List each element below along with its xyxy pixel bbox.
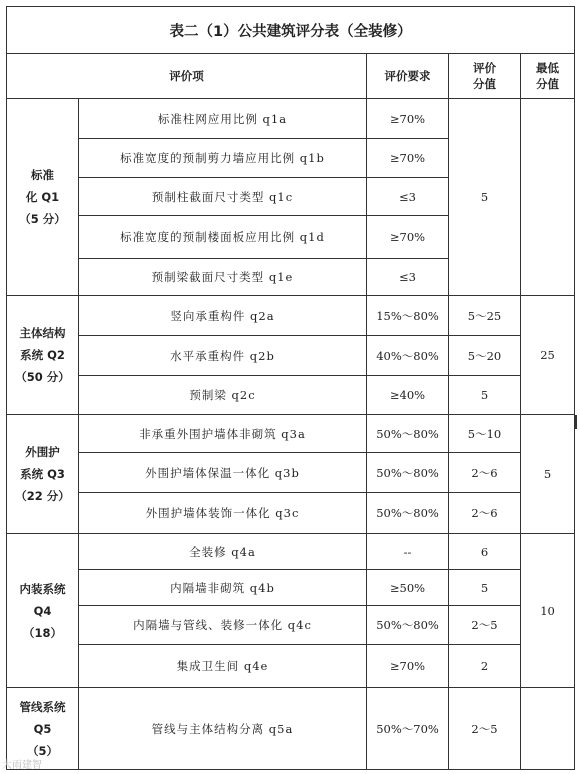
- item-q5a: 管线与主体结构分离 q5a: [79, 688, 367, 770]
- min-q1: [521, 99, 575, 296]
- text-cursor-mark: [575, 415, 577, 429]
- header-requirement: 评价要求: [367, 54, 449, 99]
- item-q2c: 预制梁 q2c: [79, 376, 367, 415]
- min-q3: 5: [521, 415, 575, 534]
- item-q4a: 全装修 q4a: [79, 534, 367, 570]
- item-q2a: 竖向承重构件 q2a: [79, 296, 367, 336]
- req-q3c: 50%～80%: [367, 493, 449, 534]
- score-q4b: 5: [449, 570, 521, 606]
- table-row: [7, 493, 575, 534]
- req-q1c: ≤3: [367, 178, 449, 216]
- table-row: [7, 570, 575, 606]
- table-row: [7, 606, 575, 645]
- score-q2c: 5: [449, 376, 521, 415]
- score-q2a: 5～25: [449, 296, 521, 336]
- item-q1b: 标准宽度的预制剪力墙应用比例 q1b: [79, 139, 367, 178]
- min-q4: 10: [521, 534, 575, 688]
- category-q3: 外围护 系统 Q3 （22 分）: [7, 415, 79, 534]
- score-q4e: 2: [449, 645, 521, 688]
- score-q3c: 2～6: [449, 493, 521, 534]
- score-q5a: 2～5: [449, 688, 521, 770]
- table-row: [7, 645, 575, 688]
- score-q3a: 5～10: [449, 415, 521, 453]
- req-q4c: 50%～80%: [367, 606, 449, 645]
- category-q2: 主体结构 系统 Q2 （50 分）: [7, 296, 79, 415]
- req-q4a: --: [367, 534, 449, 570]
- header-score: 评价 分值: [449, 54, 521, 99]
- score-q4c: 2～5: [449, 606, 521, 645]
- score-q4a: 6: [449, 534, 521, 570]
- table-row: [7, 336, 575, 376]
- item-q2b: 水平承重构件 q2b: [79, 336, 367, 376]
- req-q2c: ≥40%: [367, 376, 449, 415]
- req-q2b: 40%～80%: [367, 336, 449, 376]
- req-q1d: ≥70%: [367, 216, 449, 259]
- score-q3b: 2～6: [449, 453, 521, 493]
- req-q5a: 50%～70%: [367, 688, 449, 770]
- table-row: [7, 296, 575, 336]
- item-q1c: 预制柱截面尺寸类型 q1c: [79, 178, 367, 216]
- table-row: [7, 534, 575, 570]
- min-q5: [521, 688, 575, 770]
- req-q1e: ≤3: [367, 259, 449, 296]
- req-q1a: ≥70%: [367, 99, 449, 139]
- req-q3b: 50%～80%: [367, 453, 449, 493]
- item-q1e: 预制梁截面尺寸类型 q1e: [79, 259, 367, 296]
- category-q4: 内装系统 Q4 （18）: [7, 534, 79, 688]
- min-q2: 25: [521, 296, 575, 415]
- table-title: 表二（1）公共建筑评分表（全装修）: [7, 7, 575, 54]
- score-q1: 5: [449, 99, 521, 296]
- req-q3a: 50%～80%: [367, 415, 449, 453]
- item-q1a: 标准柱网应用比例 q1a: [79, 99, 367, 139]
- score-table: [6, 6, 575, 770]
- header-row: [7, 54, 575, 99]
- watermark: 大雨建智: [2, 760, 42, 771]
- header-min-score: 最低 分值: [521, 54, 575, 99]
- item-q4e: 集成卫生间 q4e: [79, 645, 367, 688]
- table-row: [7, 688, 575, 770]
- req-q1b: ≥70%: [367, 139, 449, 178]
- item-q1d: 标准宽度的预制楼面板应用比例 q1d: [79, 216, 367, 259]
- req-q4e: ≥70%: [367, 645, 449, 688]
- category-q1: 标准 化 Q1 （5 分）: [7, 99, 79, 296]
- req-q2a: 15%～80%: [367, 296, 449, 336]
- item-q4b: 内隔墙非砌筑 q4b: [79, 570, 367, 606]
- table-row: [7, 376, 575, 415]
- item-q4c: 内隔墙与管线、装修一体化 q4c: [79, 606, 367, 645]
- table-row: [7, 99, 575, 139]
- table-row: [7, 415, 575, 453]
- category-q5: 管线系统 Q5 （5）: [7, 688, 79, 770]
- req-q4b: ≥50%: [367, 570, 449, 606]
- header-item: 评价项: [7, 54, 367, 99]
- item-q3a: 非承重外围护墙体非砌筑 q3a: [79, 415, 367, 453]
- item-q3b: 外围护墙体保温一体化 q3b: [79, 453, 367, 493]
- score-q2b: 5～20: [449, 336, 521, 376]
- item-q3c: 外围护墙体装饰一体化 q3c: [79, 493, 367, 534]
- table-row: [7, 453, 575, 493]
